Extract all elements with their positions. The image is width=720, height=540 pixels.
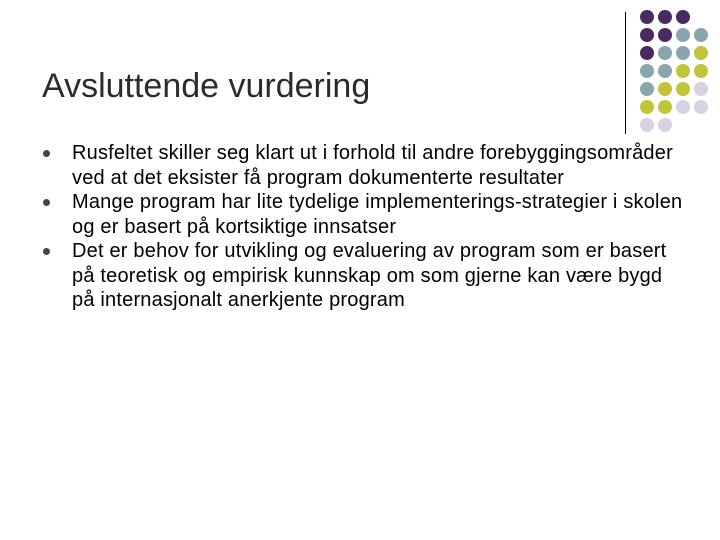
vertical-divider-line — [625, 12, 626, 134]
decorative-dot — [694, 46, 708, 60]
bullet-marker-icon — [43, 150, 50, 157]
decorative-dot — [694, 82, 708, 96]
decorative-dot — [694, 64, 708, 78]
bullet-text: Mange program har lite tydelige implementerings-strategier i skolen og er basert på kortsiktige innsatser — [72, 191, 683, 238]
bullet-item — [43, 190, 683, 239]
decorative-dot — [676, 46, 690, 60]
decorative-dot — [676, 82, 690, 96]
decorative-dot — [640, 46, 654, 60]
bullet-item — [43, 239, 683, 313]
bullet-item — [43, 141, 683, 190]
decorative-dot — [658, 10, 672, 24]
decorative-dot — [694, 28, 708, 42]
decorative-dot — [658, 64, 672, 78]
decorative-dot — [658, 46, 672, 60]
decorative-dot — [640, 82, 654, 96]
decorative-dot — [640, 100, 654, 114]
decorative-dot — [640, 28, 654, 42]
bullet-text: Det er behov for utvikling og evaluering av program som er basert på teoretisk og empirisk kunnskap om som gjerne kan være bygd på internasjonalt anerkjente program — [72, 240, 667, 311]
decorative-dot — [640, 64, 654, 78]
decorative-dot — [694, 100, 708, 114]
decorative-dot — [658, 118, 672, 132]
bullet-marker-icon — [43, 248, 50, 255]
decorative-dot — [658, 82, 672, 96]
decorative-dot — [640, 10, 654, 24]
decorative-dot — [658, 100, 672, 114]
decorative-dot — [658, 28, 672, 42]
decorative-dot — [676, 64, 690, 78]
bullet-text: Rusfeltet skiller seg klart ut i forhold til andre forebyggingsområder ved at det eksister få program dokumenterte resultater — [72, 142, 673, 189]
bullet-list — [43, 141, 683, 313]
slide-title: Avsluttende vurdering — [42, 67, 371, 105]
decorative-dot — [676, 28, 690, 42]
bullet-marker-icon — [43, 199, 50, 206]
decorative-dot — [676, 100, 690, 114]
decorative-dot — [640, 118, 654, 132]
decorative-dot — [676, 10, 690, 24]
